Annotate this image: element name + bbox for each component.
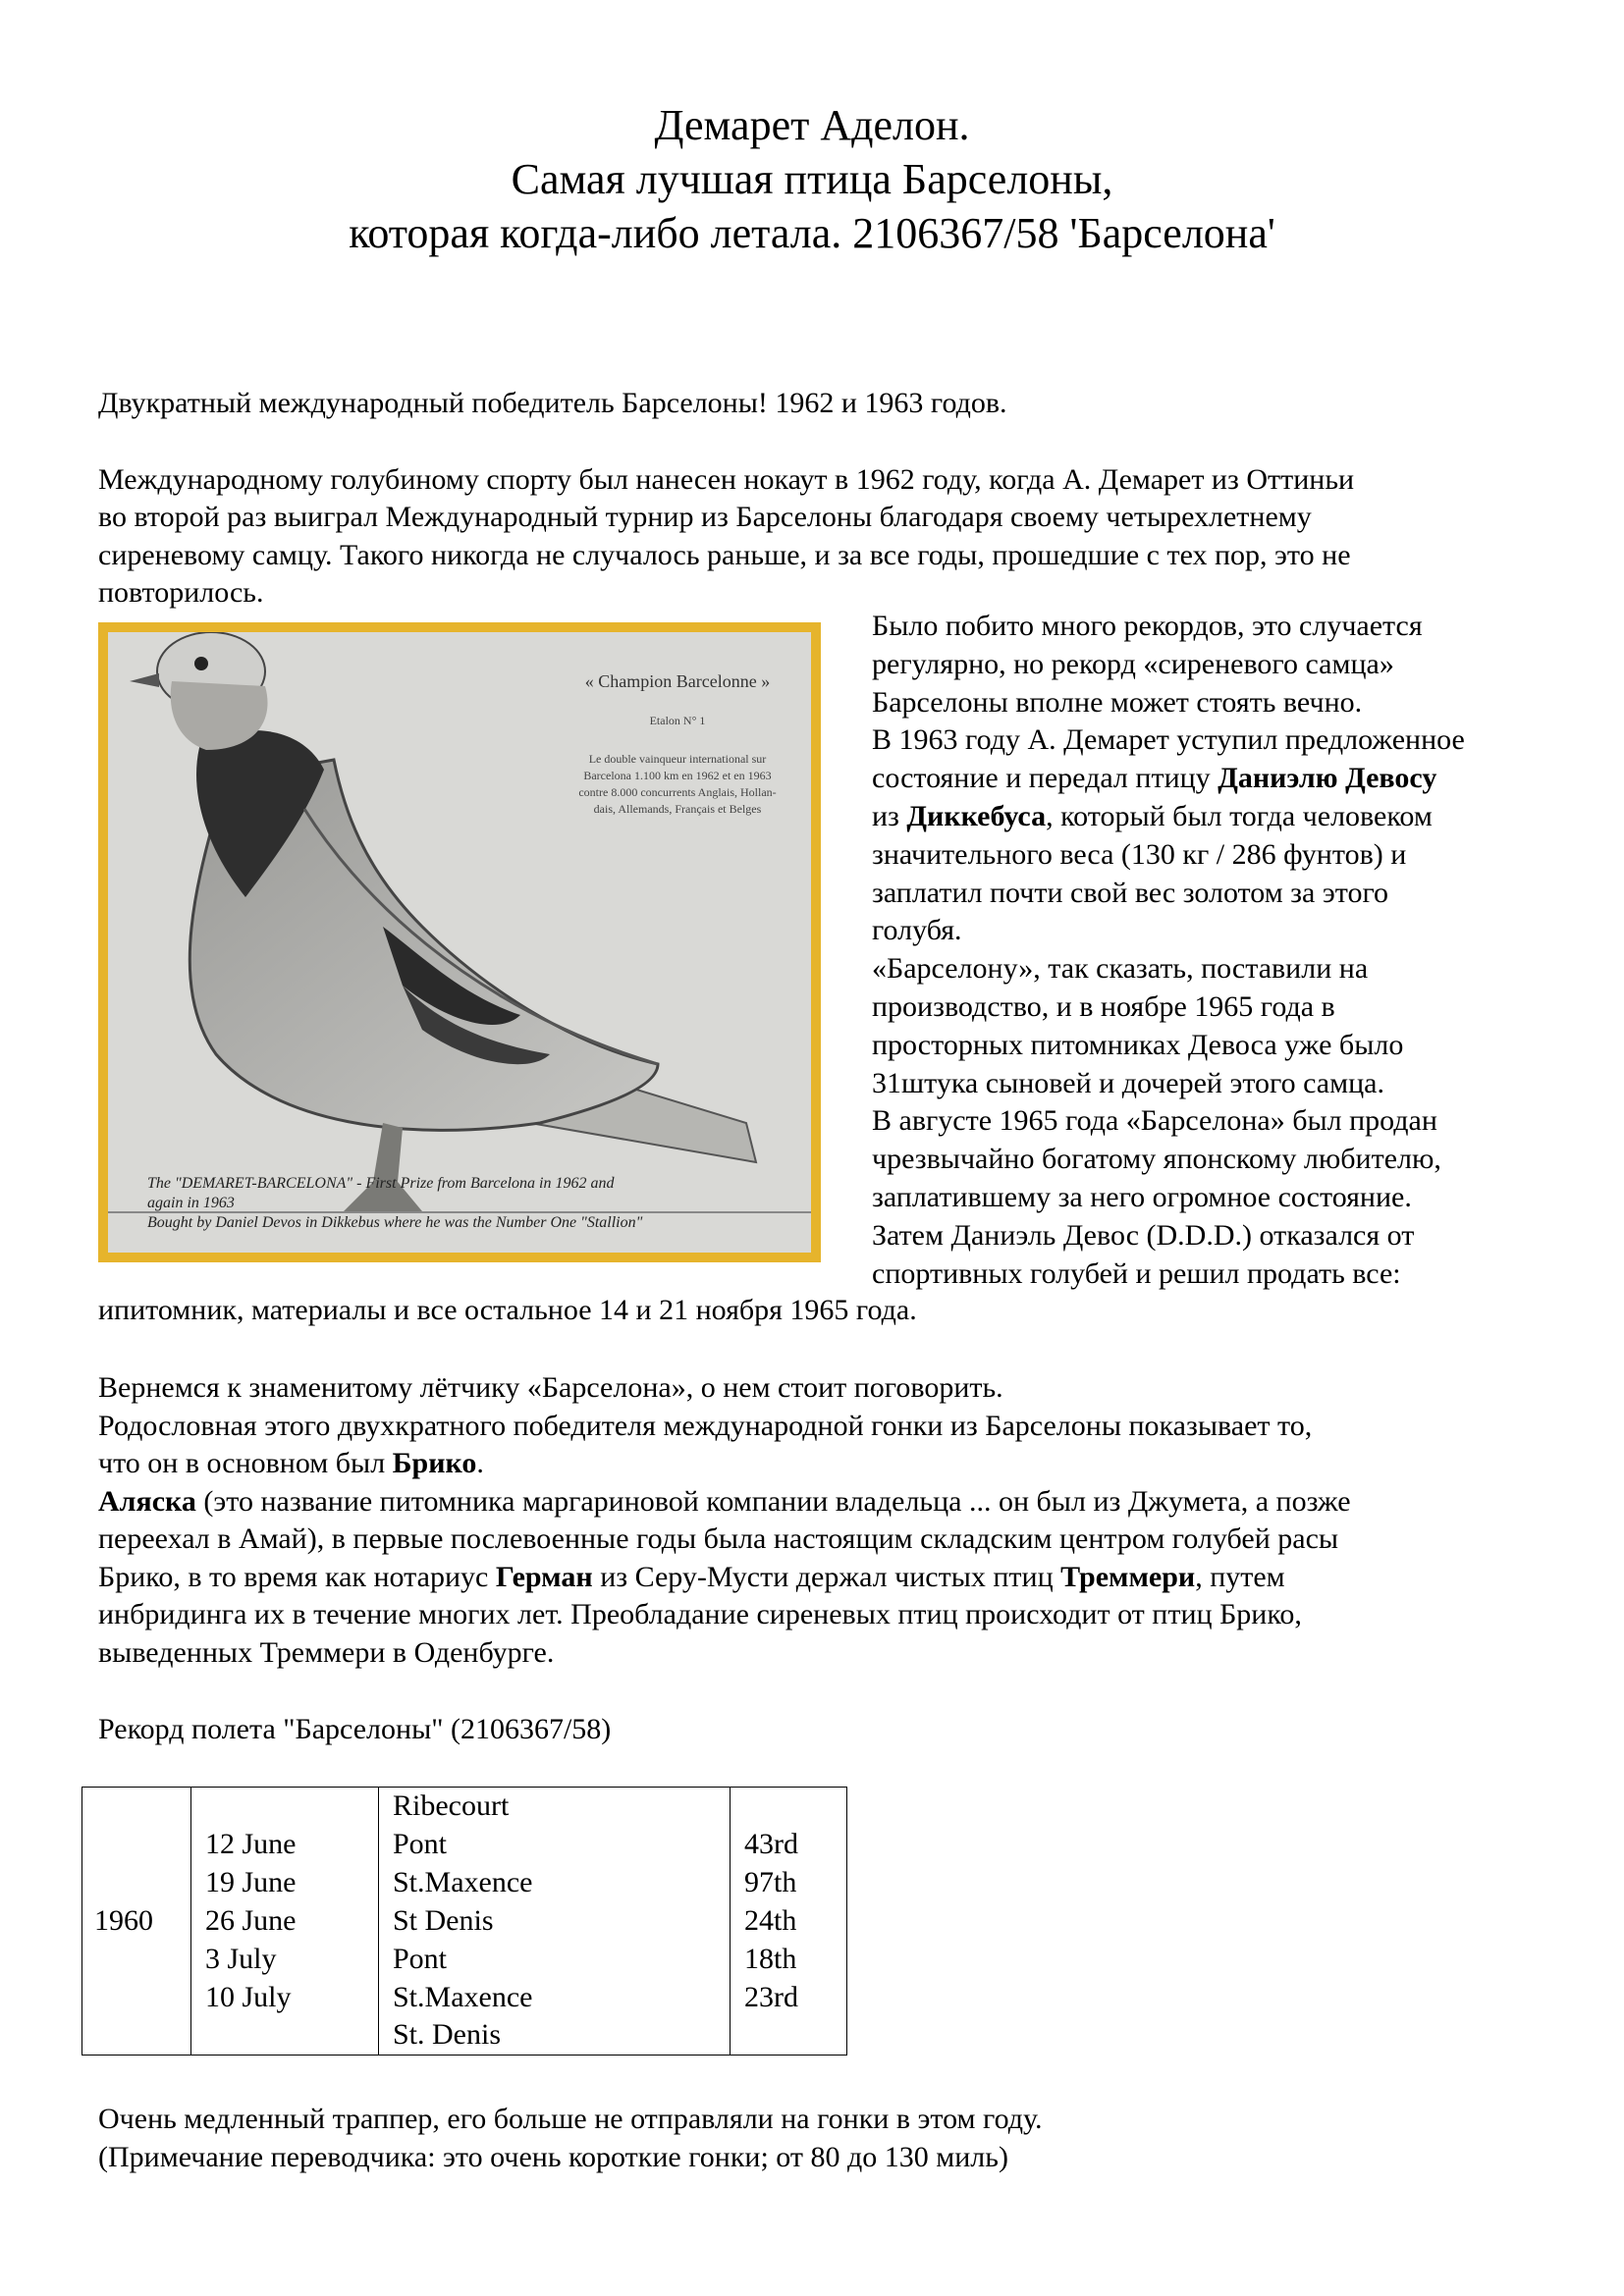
p2-bold-alaska: Аляска (98, 1485, 196, 1518)
rc-line: заплатил почти свой вес золотом за этого (872, 876, 1388, 909)
place-item: St Denis (393, 1903, 494, 1937)
position-item: 18th (744, 1942, 797, 1975)
rc-line: значительного веса (130 кг / 286 фунтов) и (872, 837, 1407, 871)
date-item: 3 July (205, 1942, 277, 1975)
date-item: 10 July (205, 1980, 292, 2013)
date-item: 19 June (205, 1865, 297, 1898)
para2-line-7: инбридинга их в течение многих лет. Преобладание сиреневых птиц происходит от птиц Брико, (98, 1598, 1302, 1630)
title-line-3: которая когда-либо летала. 2106367/58 'Барселона' (349, 209, 1275, 257)
rc-line: Затем Даниэль Девос (D.D.D.) отказался от (872, 1218, 1415, 1252)
para2-line-3 (98, 1445, 484, 1483)
closing-line-2: (Примечание переводчика: это очень короткие гонки; от 80 до 130 миль) (98, 2141, 1008, 2173)
places-cell (379, 1788, 731, 2056)
rc-bold-name: Даниэлю Девосу (1218, 762, 1437, 795)
rc-line: чрезвычайно богатому японскому любителю, (872, 1143, 1441, 1176)
para1-line-4: повторилось. (98, 576, 264, 609)
rc-line: В августе 1965 года «Барселона» был продан (872, 1104, 1437, 1138)
position-item: 23rd (744, 1980, 798, 2013)
p2-text: что он в основном был (98, 1447, 393, 1479)
place-item: St.Maxence (393, 1980, 533, 2013)
title-line-2: Самая лучшая птица Барселоны, (511, 155, 1113, 203)
place-item: St.Maxence (393, 1865, 533, 1898)
right-column-text (872, 608, 1465, 1293)
intro-line: Двукратный международный победитель Барселоны! 1962 и 1963 годов. (98, 387, 1007, 419)
rc-line: В 1963 году А. Демарет уступил предложенное (872, 723, 1465, 757)
record-heading: Рекорд полета "Барселоны" (2106367/58) (98, 1713, 612, 1745)
rc-line: производство, и в ноябре 1965 года в (872, 989, 1335, 1023)
date-item: 26 June (205, 1903, 297, 1937)
rc-line: 31штука сыновей и дочерей этого самца. (872, 1066, 1384, 1099)
photo-inscription-subtitle: Etalon N° 1 (649, 714, 706, 727)
rc-line: регулярно, но рекорд «сиреневого самца» (872, 647, 1394, 680)
rc-line: Было побито много рекордов, это случается (872, 610, 1423, 642)
place-item: Pont (393, 1942, 448, 1975)
photo-inscription-text-4: dais, Allemands, Français et Belges (593, 802, 762, 816)
rc-line: просторных питомниках Девоса уже было (872, 1028, 1404, 1061)
para2-line-5: переехал в Амай), в первые послевоенные годы была настоящим складским центром голубей расы (98, 1522, 1339, 1555)
table-row (82, 1788, 847, 2056)
p2-text: (это название питомника маргариновой компании владельца ... он был из Джумета, а позже (195, 1485, 1351, 1518)
para2-line-8: выведенных Треммери в Оденбурге. (98, 1636, 555, 1669)
position-item: 43rd (744, 1827, 798, 1860)
title-line-1: Демарет Аделон. (654, 101, 970, 149)
photo-caption-3: Bought by Daniel Devos in Dikkebus where he was the Number One "Stallion" (147, 1214, 643, 1231)
p2-text: Брико, в то время как нотариус (98, 1561, 496, 1593)
rc-line (872, 760, 1465, 798)
photo-caption-1: The "DEMARET-BARCELONA" - First Prize from Barcelona in 1962 and (147, 1175, 615, 1192)
page-title (0, 98, 1624, 260)
rc-line: Барселоны вполне может стоять вечно. (872, 685, 1363, 719)
date-item: 12 June (205, 1827, 297, 1860)
p2-bold-tremmeri: Треммери (1060, 1561, 1196, 1593)
closing-line-1: Очень медленный траппер, его больше не отправляли на гонки в этом году. (98, 2103, 1043, 2135)
para2-line-4 (98, 1483, 1351, 1522)
photo-inscription-text-1: Le double vainqueur international sur (588, 752, 767, 766)
rc-line: «Барселону», так сказать, поставили на (872, 952, 1369, 986)
p2-bold-briko: Брико (392, 1447, 477, 1479)
photo-inscription-text-3: contre 8.000 concurrents Anglais, Hollan- (578, 785, 777, 799)
dates-cell (191, 1788, 379, 2056)
rc-bold-place: Диккебуса (906, 799, 1047, 832)
rc-line: голубя. (872, 914, 962, 947)
positions-cell (731, 1788, 847, 2056)
p2-text: . (476, 1447, 484, 1479)
photo-inscription-title: « Champion Barcelonne » (584, 671, 771, 691)
photo-inscription-text-2: Barcelona 1.100 km en 1962 et en 1963 (583, 769, 772, 782)
pigeon-photo-image (108, 632, 811, 1253)
rc-line: заплатившему за него огромное состояние. (872, 1180, 1412, 1213)
para1-line-3: сиреневому самцу. Такого никогда не случалось раньше, и за все годы, прошедшие с тех пор, это не (98, 539, 1351, 571)
rc-text: состояние и передал птицу (872, 762, 1218, 795)
place-item: St. Denis (393, 2018, 502, 2052)
rc-line: спортивных голубей и решил продать все: (872, 1256, 1401, 1290)
p2-text: , путем (1195, 1561, 1285, 1593)
rc-text: , который был тогда человеком (1046, 799, 1433, 832)
place-item: Ribecourt (393, 1789, 510, 1822)
after-photo-line: ипитомник, материалы и все остальное 14 и 21 ноября 1965 года. (98, 1294, 917, 1326)
position-item: 97th (744, 1865, 797, 1898)
p2-bold-german: Герман (495, 1561, 593, 1593)
photo-inscription (550, 671, 805, 818)
place-item: Pont (393, 1827, 448, 1860)
p2-text: из Серу-Мусти держал чистых птиц (592, 1561, 1061, 1593)
position-item: 24th (744, 1903, 797, 1937)
para2-line-2: Родословная этого двухкратного победителя международной гонки из Барселоны показывает то, (98, 1410, 1313, 1442)
photo-caption-2: again in 1963 (147, 1195, 235, 1211)
para1-line-2: во второй раз выиграл Международный турнир из Барселоны благодаря своему четырехлетнему (98, 501, 1312, 533)
para2-line-6 (98, 1559, 1285, 1597)
para1-line-1: Международному голубиному спорту был нанесен нокаут в 1962 году, когда А. Демарет из Оттиньи (98, 463, 1355, 496)
rc-text: из (872, 799, 907, 832)
pigeon-photo (98, 622, 821, 1262)
record-table (81, 1787, 847, 2056)
photo-caption (147, 1174, 795, 1233)
para2-line-1: Вернемся к знаменитому лётчику «Барселона», о нем стоит поговорить. (98, 1371, 1003, 1404)
rc-line (872, 798, 1465, 836)
year-cell: 1960 (82, 1788, 191, 2056)
